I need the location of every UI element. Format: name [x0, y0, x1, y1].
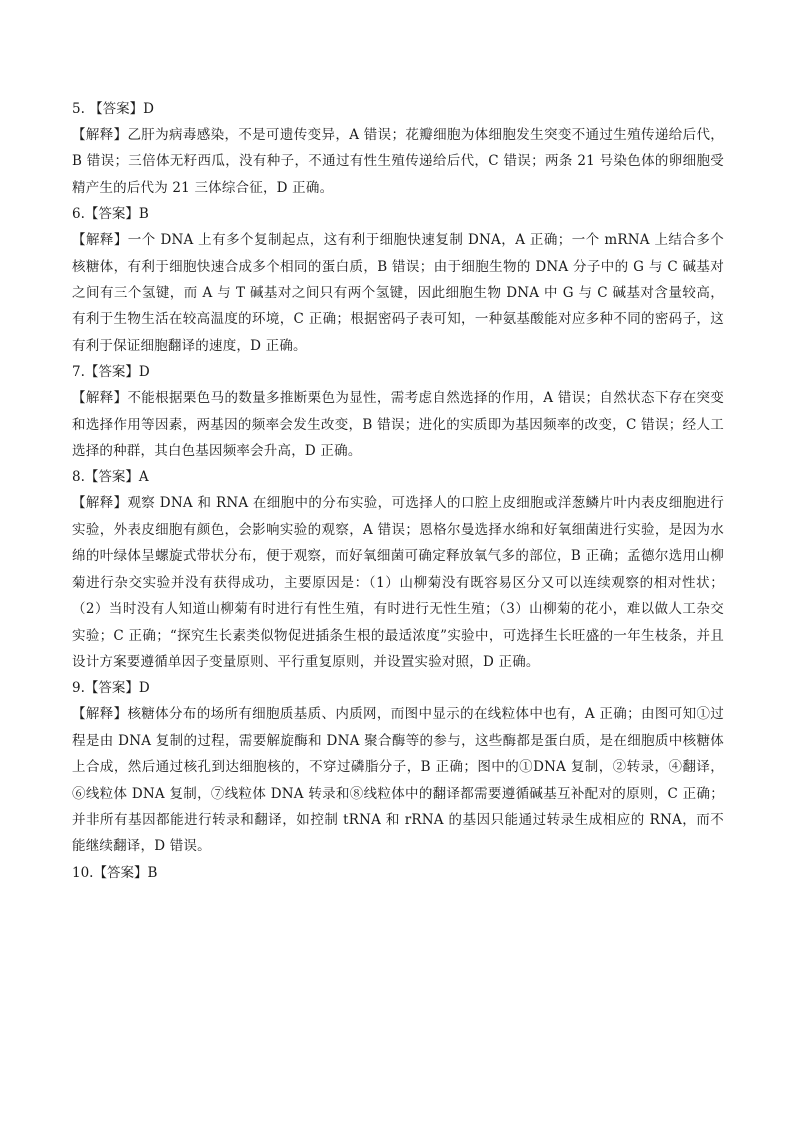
explanation-9: 【解释】核糖体分布的场所有细胞质基质、内质网，而图中显示的在线粒体中也有，A 正确；由图可知①过程是由 DNA 复制的过程，需要解旋酶和 DNA 聚合酶等的参与，这些酶都是蛋白质，是在细胞质中核糖体上合成，然后通过核孔到达细胞核的，不穿过磷脂分子，B 正确；图中的①DNA 复制，②转录，④翻译，⑥线粒体 DNA 复制，⑦线粒体 DNA 转录和⑧线粒体中的翻译都需要遵循碱基互补配对的原则，C 正确；并非所有基因都能进行转录和翻译，如控制 tRNA 和 rRNA 的基因只能通过转录生成相应的 RNA，而不能继续翻译，D 错误。 — [72, 706, 724, 855]
answer-document — [72, 96, 724, 886]
explanation-8: 【解释】观察 DNA 和 RNA 在细胞中的分布实验，可选择人的口腔上皮细胞或洋葱鳞片叶内表皮细胞进行实验，外表皮细胞有颜色，会影响实验的观察，A 错误；恩格尔曼选择水绵和好氧细菌进行实验，是因为水绵的叶绿体呈螺旋式带状分布，便于观察，而好氧细菌可确定释放氧气多的部位，B 正确；孟德尔选用山柳菊进行杂交实验并没有获得成功，主要原因是：（1）山柳菊没有既容易区分又可以连续观察的相对性状；（2）当时没有人知道山柳菊有时进行有性生殖，有时进行无性生殖；（3）山柳菊的花小，难以做人工杂交实验；C 正确；“探究生长素类似物促进插条生根的最适浓度”实验中，可选择生长旺盛的一年生枝条，并且设计方案要遵循单因子变量原则、平行重复原则，并设置实验对照，D 正确。 — [72, 495, 724, 670]
explanation-6: 【解释】一个 DNA 上有多个复制起点，这有利于细胞快速复制 DNA，A 正确；一个 mRNA 上结合多个核糖体，有利于细胞快速合成多个相同的蛋白质，B 错误；由于细胞生物的 DNA 分子中的 G 与 C 碱基对之间有三个氢键，而 A 与 T 碱基对之间只有两个氢键，因此细胞生物 DNA 中 G 与 C 碱基对含量较高，有利于生物生活在较高温度的环境，C 正确；根据密码子表可知，一种氨基酸能对应多种不同的密码子，这有利于保证细胞翻译的速度，D 正确。 — [72, 232, 724, 354]
explanation-7: 【解释】不能根据栗色马的数量多推断栗色为显性，需考虑自然选择的作用，A 错误；自然状态下存在突变和选择作用等因素，两基因的频率会发生改变，B 错误；进化的实质即为基因频率的改变，C 错误；经人工选择的种群，其白色基因频率会升高，D 正确。 — [72, 390, 724, 460]
answer-line-5: 5. 【答案】D — [72, 101, 154, 117]
explanation-5: 【解释】乙肝为病毒感染，不是可遗传变异，A 错误；花瓣细胞为体细胞发生突变不通过生殖传递给后代，B 错误；三倍体无籽西瓜，没有种子，不通过有性生殖传递给后代，C 错误；两条 21 号染色体的卵细胞受精产生的后代为 21 三体综合征，D 正确。 — [72, 127, 724, 196]
answer-line-10: 10.【答案】B — [72, 864, 158, 881]
answer-line-6: 6.【答案】B — [72, 206, 149, 223]
answer-line-8: 8.【答案】A — [72, 469, 149, 486]
answer-line-7: 7.【答案】D — [72, 364, 150, 381]
answer-line-9: 9.【答案】D — [72, 680, 150, 697]
